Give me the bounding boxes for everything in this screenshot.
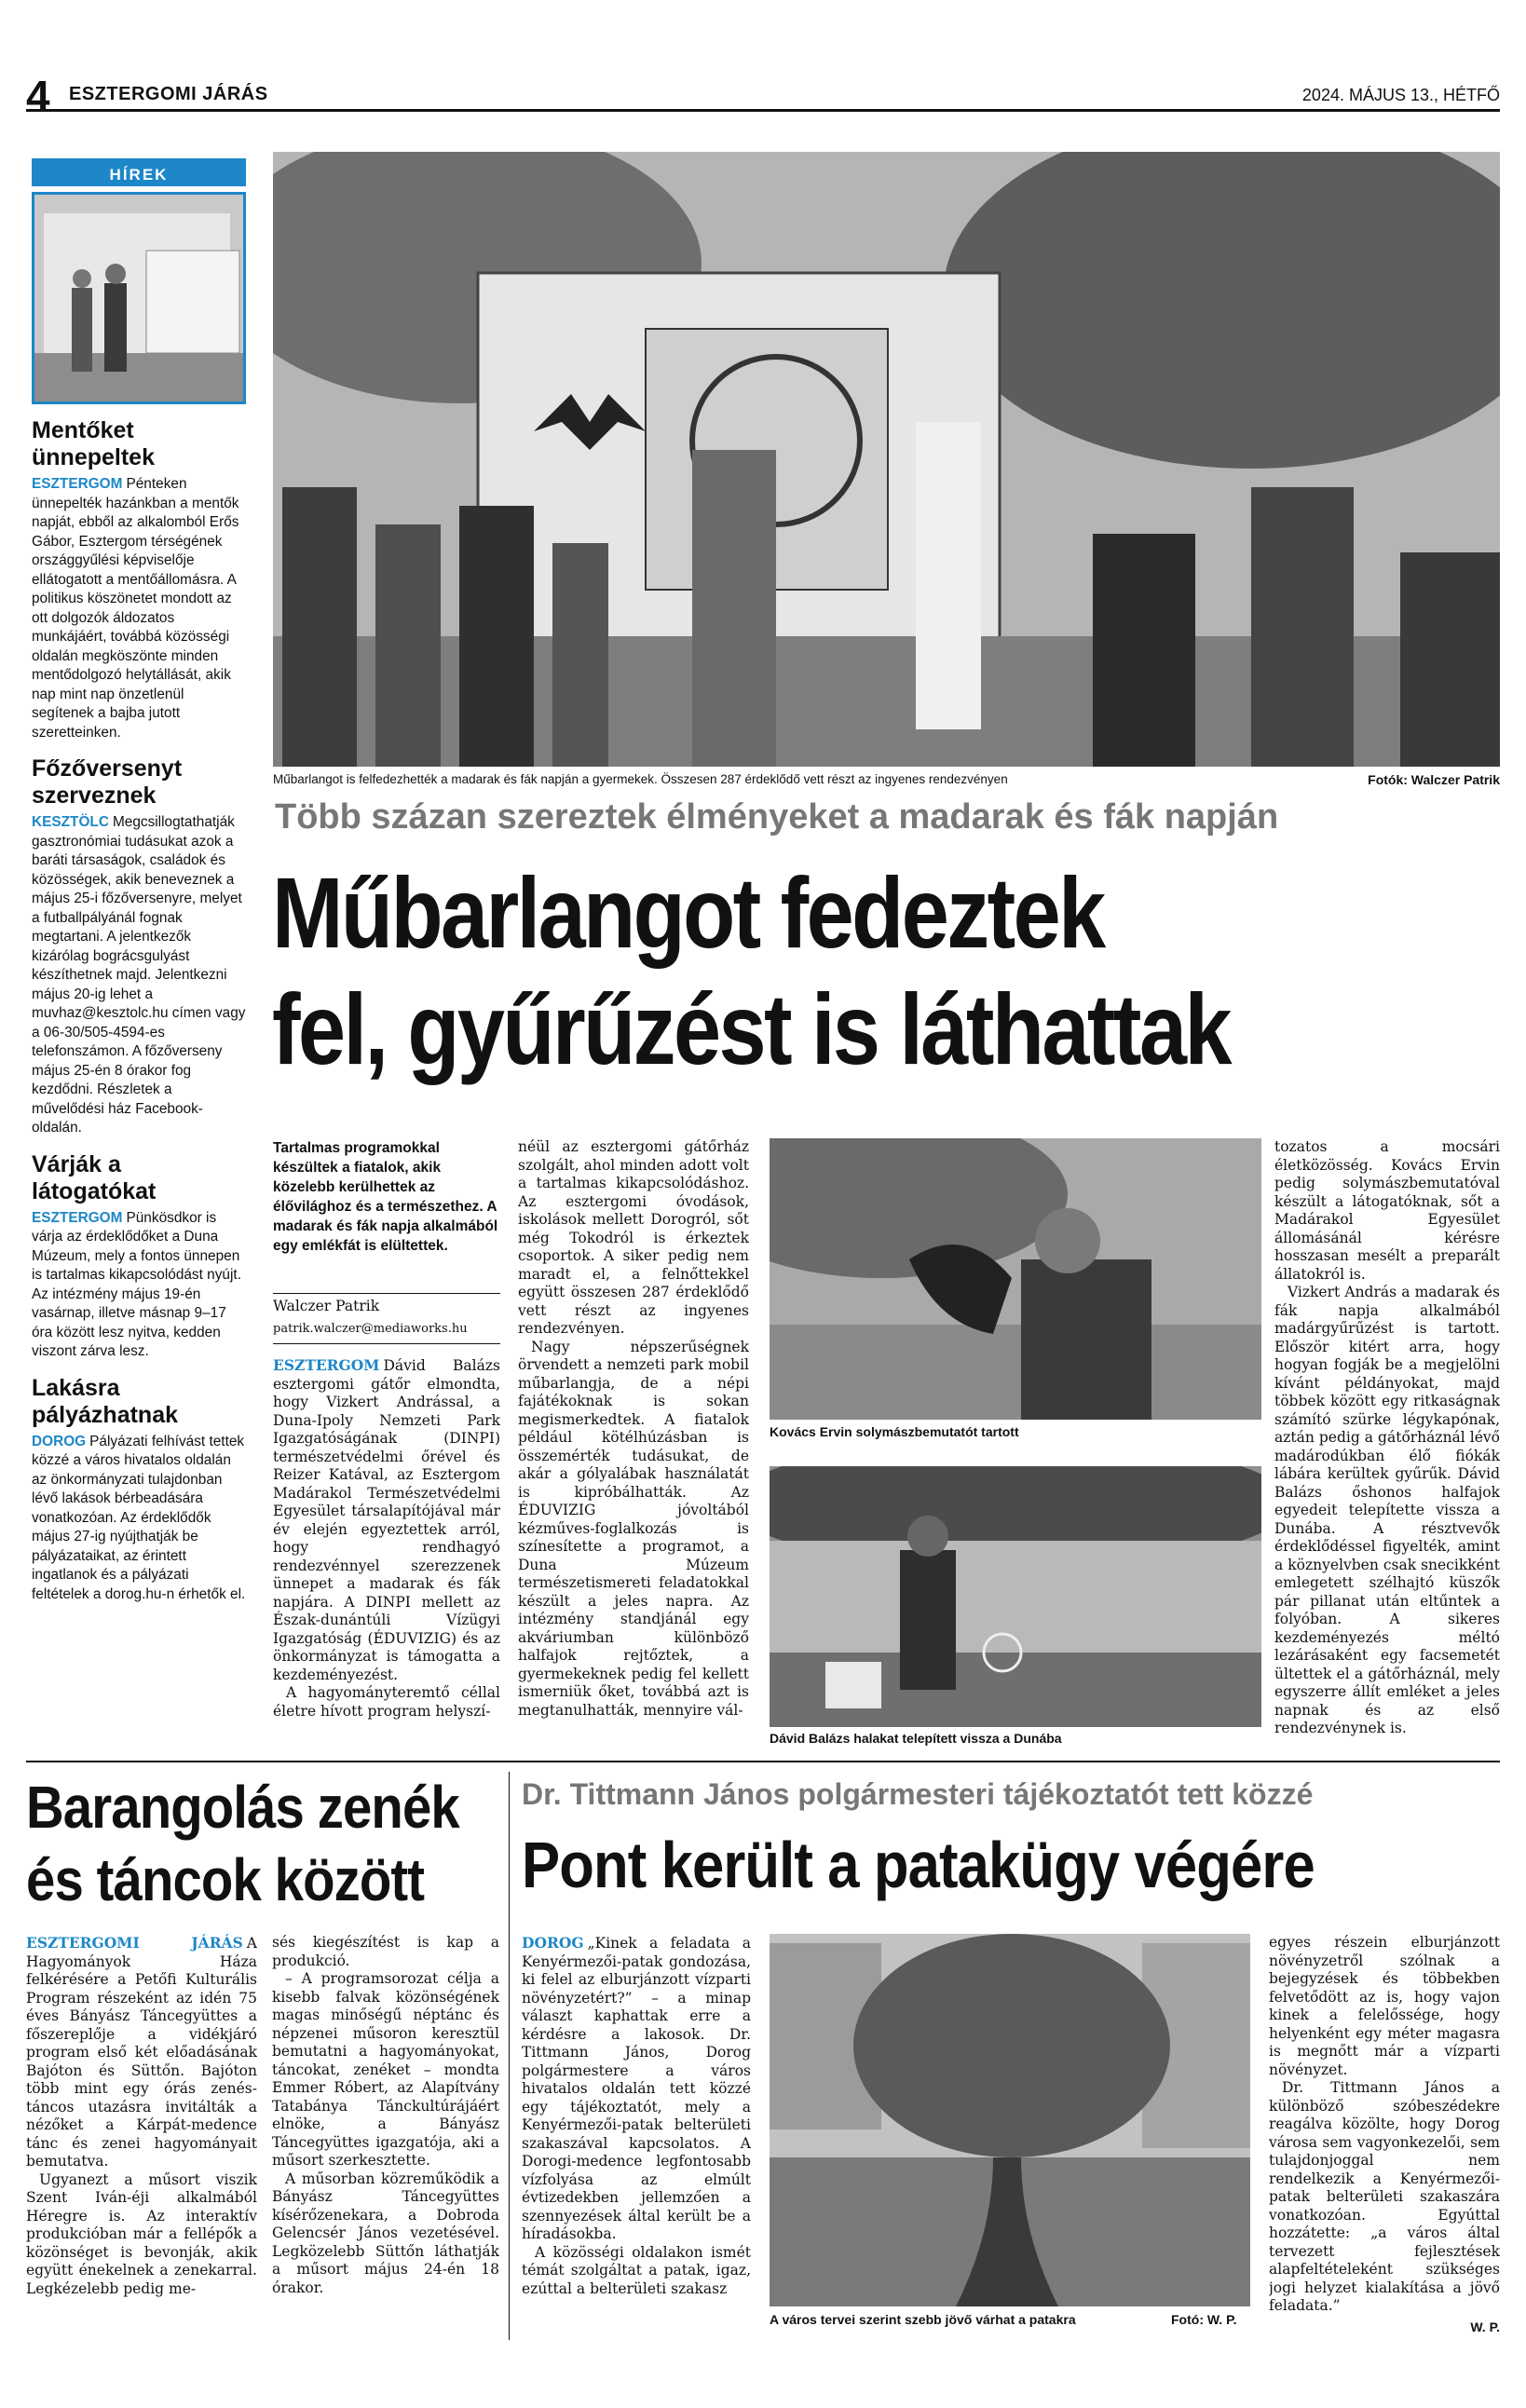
article-headline-line2: fel, gyűrűzést is láthattak [272, 973, 1230, 1085]
main-photo-credit: Fotók: Walczer Patrik [1368, 772, 1500, 787]
vertical-divider [509, 1772, 510, 2340]
article2-headline-line1: Barangolás zenék [26, 1774, 459, 1841]
main-article-photo [273, 152, 1500, 767]
author-rule-bottom [273, 1343, 500, 1344]
section-divider [26, 1761, 1500, 1762]
article-headline-line1: Műbarlangot fedeztek [272, 856, 1104, 969]
page-header [26, 72, 1500, 120]
article2-column-1 [26, 1934, 257, 2336]
article3-keyword: DOROG [522, 1934, 584, 1952]
article-kicker: Több százan szereztek élményeket a madarak és fák napján [275, 797, 1279, 837]
section-name: ESZTERGOMI JÁRÁS [69, 84, 268, 104]
article3-column-1 [522, 1934, 751, 2336]
article-author: Walczer Patrik [273, 1298, 380, 1314]
falconer-photo-caption: Kovács Ervin solymászbemutatót tartott [770, 1424, 1019, 1439]
sidebar-text-1 [32, 475, 246, 742]
article-lead: Tartalmas programokkal készültek a fiatalok, akik közelebb kerülhettek az élővilághoz és a természethez. A madarak és fák napja alkalmából egy emlékfát is elültettek. [273, 1140, 498, 1254]
article-column-4 [1274, 1138, 1500, 1749]
sidebar-keyword-4: DOROG [32, 1433, 87, 1449]
author-rule [273, 1293, 500, 1294]
sidebar-title-4: Lakásra pályázhatnak [32, 1374, 179, 1428]
ambulance-station-photo [32, 192, 246, 404]
stream-photo-caption: A város tervei szerint szebb jövő várhat a patakra [770, 2312, 1076, 2327]
sidebar-title-2: Főzőversenyt szerveznek [32, 755, 183, 809]
article-col1-text-b: A hagyományteremtő céllal életre hívott program helyszí- [273, 1684, 500, 1720]
article3-col3-text-b: Dr. Tittmann János a különböző szóbeszédekre reagálva közölte, hogy Dorog városa sem vagyonkezelői, sem tulajdonjoggal nem rendelkezik a Kenyérmezői-patak belterületi szakaszára vonatkozóan. Egyúttal hozzátette: „a város által tervezett fejlesztések alapfeltételeként szükséges jogi helyzet kialakítása a jövő feladata.” [1269, 2079, 1500, 2314]
news-sidebar [32, 158, 246, 1604]
article2-column-2 [272, 1934, 499, 2336]
article2-col1-text-b: Ugyanezt a műsort viszik Szent Iván-éji alkalmából Héregre is. Az interaktív produkcióban már a fellépők a közönséget is bevonják, akik együtt énekelnek a zenekarral. Legkézelebb pedig me- [26, 2170, 257, 2297]
article3-signature: W. P. [1470, 2320, 1500, 2334]
falconer-photo [770, 1138, 1261, 1420]
stream-photo [770, 1934, 1250, 2306]
sidebar-text-4 [32, 1433, 246, 1605]
author-email: patrik.walczer@mediaworks.hu [273, 1322, 468, 1336]
sidebar-label: HÍREK [32, 158, 246, 186]
article3-kicker: Dr. Tittmann János polgármesteri tájékoztatót tett közzé [522, 1777, 1314, 1811]
sidebar-body-4: Pályázati felhívást tettek közzé a város hivatalos oldalán az önkormányzati tulajdonban lévő lakások bérbeadására vonatkozóan. Az érdeklődők május 27-ig nyújthatják be pályázataikat, az érintett ingatlanok és a pályázati feltételek a dorog.hu-n érhetők el. [32, 1433, 246, 1602]
article2-col2-text-b: – A programsorozat célja a kisebb falvak közönségének magas minőségű néptánc és népzenei műsoron keresztül bemutatni a hagyományokat, táncokat, zenéket – mondta Emmer Róbert, az Alapítvány Tatabánya Tánckultúrájáért elnöke, a Bányász Táncegyüttes igazgatója, aki a műsort szerkesztette. [272, 1970, 499, 2169]
main-photo-caption: Műbarlangot is felfedezhették a madarak és fák napján a gyermekek. Összesen 287 érdeklődő vett részt az ingyenes rendezvényen [273, 772, 1008, 786]
article-col4-text-b: Vizkert András a madarak és fák napja alkalmából madárgyűrűzést is tartott. Először kitért arra, hogy hogyan fogják be a megjelölni kívánt példányokat, majd többek között egy ritkaságnak számító szürke légykapónak, aztán pedig a gátőrháznál lévő madárodúkban élő fiókák lábára kerültek gyűrűk. Dávid Balázs őshonos halfajok egyedeit telepítette vissza a Dunába. A résztvevők érdeklődéssel figyelték, amint a köznyelvben csak snecikként emlegetett szélhajtó küszők pár pillanat után eltűntek a folyóban. A sikeres kezdeményezés méltó lezárásaként egy facsemetét ültettek el a gátőrháznál, mely egyszerre állít emléket a jeles napnak és az első rendezvénynek is. [1274, 1284, 1500, 1736]
article2-col1-text: A Hagyományok Háza felkérésére a Petőfi Kulturális Program részeként az idén 75 éves Bányász Táncegyüttes a főszereplője a vidékjáró program első két előadásának Bajóton és Süttőn. Bajóton több mint egy órás zenés-táncos utazásra invitálták a nézőket a Kárpát-medence tánc és zenei hagyományait bemutatva. [26, 1935, 257, 2170]
page-number: 4 [26, 72, 50, 120]
article3-col1-text: „Kinek a feladata a Kenyérmezői-patak gondozása, ki felel az elburjánzott vízparti növényzetért?” – a minap választ kaphattak erre a kérdésre a lakosok. Dr. Tittmann János, Dorog polgármestere a város hivatalos oldalán tett közzé egy tájékoztatót, mely a Kenyérmezői-patak belterületi szakaszával kapcsolatos. A Dorogi-medence legfontosabb vízfolyása az elmúlt évtizedekben jellemzően a szennyezések által került be a híradásokba. [522, 1935, 751, 2242]
sidebar-keyword-1: ESZTERGOM [32, 476, 123, 492]
article3-col3-text-a: egyes részein elburjánzott növényzetről szólnak a bejegyzések és többekben felvetődött az is, hogy vajon kinek a felelőssége, hogy helyenként egy méter magasra is megnőtt már a vízparti növényzet. [1269, 1934, 1500, 2078]
article2-col2-text-a: sés kiegészítést is kap a produkció. [272, 1934, 499, 1969]
sidebar-keyword-3: ESZTERGOM [32, 1209, 123, 1226]
sidebar-title-1: Mentőket ünnepeltek [32, 417, 155, 470]
fish-photo-caption: Dávid Balázs halakat telepített vissza a Dunába [770, 1731, 1062, 1746]
sidebar-body-3: Pünkösdkor is várja az érdeklődőket a Duna Múzeum, mely a fontos ünnepen is tartalmas kikapcsolódást nyújt. Az intézmény május 19-én vasárnap, illetve másnap 9–17 óra között lesz nyitva, kedden viszont zárva lesz. [32, 1209, 241, 1359]
article-keyword: ESZTERGOM [273, 1356, 380, 1374]
article2-col2-text-c: A műsorban közreműködik a Bányász Táncegyüttes kísérőzenekara, a Dobroda Gelencsér János vezetésével. Legközelebb Süttőn láthatják a műsort május 24-én 18 órakor. [272, 2170, 499, 2296]
sidebar-text-3 [32, 1209, 246, 1362]
sidebar-text-2 [32, 813, 246, 1138]
article-col1-text: Dávid Balázs esztergomi gátőr elmondta, hogy Vizkert Andrással, a Duna-Ipoly Nemzeti Park Igazgatóságának (DINPI) természetvédelmi őrével és Reizer Katával, az Esztergom Madárakol Természetvédelmi Egyesület társalapítójával már év elején egyeztettek arról, hogy rendhagyó rendezvénnyel szerezzenek ünnepet a madarak és fák napjára. A DINPI mellett az Észak-dunántúli Vízügyi Igazgatóság (ÉDUVIZIG) és az önkormányzat is támogatta a kezdeményezést. [273, 1357, 500, 1683]
article3-col1-text-b: A közösségi oldalakon ismét témát szolgáltat a patak, igaz, ezúttal a belterületi szakasz [522, 2243, 751, 2297]
sidebar-body-2: Megcsillogtathatják gasztronómiai tudásukat azok a baráti társaságok, családok és közösségek, akik beneveznek a május 25-i főzőversenyre, melyet a futballpályánál fognak megtartani. A jelentkezők kizárólag bográcsgulyást készíthetnek majd. Jelentkezni május 20-ig lehet a muvhaz@kesztolc.hu címen vagy a 06-30/505-4594-es telefonszámon. A főzőverseny május 25-én 8 órakor fog kezdődni. Részletek a művelődési ház Facebook-oldalán. [32, 814, 246, 1136]
sidebar-body-1: Pénteken ünnepelték hazánkban a mentők napját, ebből az alkalomból Erős Gábor, Esztergom térségének országgyűlési képviselője ellátogatott a mentőállomásra. A politikus köszönetet mondott az ott dolgozók áldozatos munkájáért, továbbá közösségi oldalán megköszönte minden mentődolgozó helytállását, akik nap mint nap önzetlenül segítenek a bajba jutott szeretteinken. [32, 476, 239, 741]
sidebar-keyword-2: KESZTÖLC [32, 814, 109, 830]
article-column-2 [518, 1138, 749, 1749]
article2-keyword: ESZTERGOMI JÁRÁS [26, 1934, 243, 1952]
fish-release-photo [770, 1466, 1261, 1727]
sidebar-title-3: Várják a látogatókat [32, 1150, 157, 1204]
stream-photo-credit: Fotó: W. P. [1171, 2312, 1237, 2327]
article3-column-3 [1269, 1934, 1500, 2336]
article-col2-text-a: néül az esztergomi gátőrház szolgált, ahol minden adott volt a tartalmas kikapcsolódáshoz. Az esztergomi óvodások, iskolások mellett Dorogról, sőt még Tokodról is érkeztek csoportok. A siker pedig nem maradt el, a felnőttekkel együtt összesen 287 érdeklődő vett részt az ingyenes rendezvényen. [518, 1138, 749, 1337]
article-column-1 [273, 1356, 500, 1749]
article2-headline-line2: és táncok között [26, 1846, 425, 1913]
article-col2-text-b: Nagy népszerűségnek örvendett a nemzeti park mobil műbarlangja, de a népi fajátékoknak is sokan megismerkedtek. A fiatalok például kötélhúzásban is összemérték tudásukat, de akár a gólyalábak használatát is kipróbálhatták. Az ÉDUVIZIG jóvoltából kézműves-foglalkozás is színesítette a programot, a Duna Múzeum természetismereti feladatokkal készült a jeles napra. Az intézmény standjánál egy akváriumban különböző halfajok rejtőztek, a gyermekeknek pedig fel kellett ismerniük őket, továbbá azt is megtanulhatták, mennyire vál- [518, 1338, 749, 1719]
issue-date: 2024. MÁJUS 13., HÉTFŐ [1301, 86, 1500, 104]
article-col4-text-a: tozatos a mocsári életközösség. Kovács Ervin pedig solymászbemutatóval készült a látogatóknak, sőt a Madárakol Egyesület állomásánál kérésre hosszasan mesélt a preparált állatokról is. [1274, 1138, 1500, 1283]
article3-headline: Pont került a patakügy végére [522, 1829, 1315, 1901]
